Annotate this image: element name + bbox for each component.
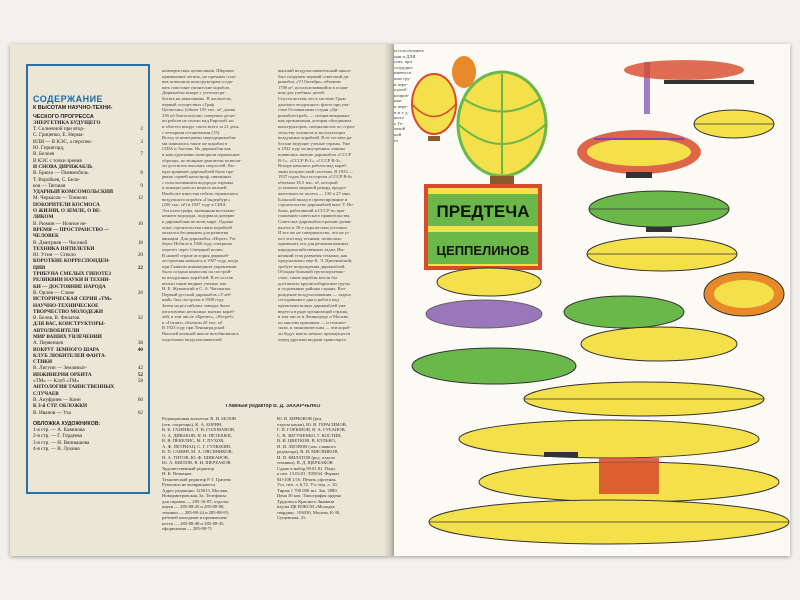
credits-line: Цена 30 коп. Типография ордена [277,493,342,498]
article-line: оказался бесценным для развития [162,230,229,236]
toc-entry-title: КИ — ДОСТОЯНИЕ НАРОДА [33,283,106,290]
toc-entry-title: ЛИКОМ [33,214,54,221]
toc-entry-title: АНТОЛОГИЯ ТАИНСТВЕННЫХ [33,384,115,391]
toc-entry-title: ИНЖИНЕРИЯ ОРБИТА [33,371,92,378]
toc-entry-page: 16 [137,220,143,227]
toc-entry-title: В. Рюмин — Ночное не- [33,220,88,227]
toc-entry-title: 1-я стр. — А. Кавинова [33,427,85,434]
article-line: Дирижабли вскоре с успехом ра- [162,90,226,96]
airship-with-hangar [479,458,779,502]
credits-line: В. К. ГАЗЕНКО, Л. Н. ГОЛОВАНОВ, [162,427,236,432]
toc-entry-title: О ЖИЗНИ, О ЗЕМЛЕ, О ВЕ- [33,208,102,215]
toc-entry-page: 40 [137,346,143,353]
credits-line: В. В. ПЕКЕЛИС, М. Г. ПУХОВ, [162,438,225,443]
article-line: Эта катастрофа, вызванная воспламе- [162,207,236,213]
article-line: стии Осоавиахима создан «Ди- [278,107,339,113]
credits-line: О. А. ДИВАКОВ, Н. Н. ПЕТЕШЕВ, [162,432,233,438]
credits-line: Трудового Красного Знамени [277,498,335,504]
right-text-line: ные [394,98,402,104]
credits-line: рабочей молодежи и промышлен- [162,515,228,520]
toc-entry-title: УДАРНЫЙ КОМСОМОЛЬСКИЙ [33,189,113,196]
credits-line: ности — 285-88-48 и 285-88-45; [162,520,225,526]
magazine-spread [10,44,790,556]
toc-entry-title: НАУЧНО-ТЕХНИЧЕСКОЕ [33,302,99,309]
article-line: 1937 годах был построен «СССР В-6» [278,174,353,180]
toc-entry-title: АВТОЛЮБИТЕЛИ [33,327,80,334]
article-line: высший воздухоплавательный школе [278,68,351,73]
credits-line: Адрес редакции: 125015, Москва, [162,487,229,493]
article-line: рождение воздухоплавания — задача [278,291,351,297]
article-line: опыт строительства таких кораблей [162,224,232,230]
toc-entry-title: К 3-й СТР. ОБЛОЖКИ [33,403,88,410]
toc-header-line: ЧЕСКОГО ПРОГРЕССА [33,113,94,120]
left-page [10,44,394,556]
right-text-line: и и т. д. [394,109,409,115]
article-line: Вслед за немецкими сверхдирижабля- [162,135,237,141]
toc-entry-page: 7 [140,151,143,158]
toc-entry-title: КЛУБ ЛЮБИТЕЛЕЙ ФАНТА- [33,352,107,359]
article-line: ботать на авиалиниях. В частности, [162,95,232,101]
article-line: вов позволило конструкторам созда- [162,79,234,85]
article-line: коммерческих цеппелинов. Широкое [162,68,235,73]
toc-entry-page: 52 [137,371,143,378]
credits-line: науки — 285-88-45 и 285-88-80; [162,504,225,509]
article-line: В-1», «СССР В-2», «СССР В-3». [278,157,342,163]
toc-entry-title: ПОКОРИТЕЛИ КОСМОСА [33,201,100,208]
right-page [394,44,790,556]
article-line: ли будут иметь немало преимуществ [278,330,351,336]
toc-entry [33,410,143,416]
airship-tower [624,60,754,114]
article-line: был сооружен первый советский ди- [278,73,350,79]
toc-entry-title: ТЕХНИКА ПЯТИЛЕТКИ [33,245,95,252]
credits-line: Н. К. Вечканов [162,471,192,476]
right-text-line: стях, при [394,59,412,65]
toc-entry-title: В. Дмитриев — Часовой [33,239,88,246]
toc-entry-title: М. Черкасов — Тоннели [33,195,87,202]
article-line: в том числе в Ленинграде и Москве, [278,314,349,320]
toc-entry-title: ков — Тяговая [33,182,66,189]
article-line: по многим причинам — и техниче- [278,319,347,325]
toc-entry-page: 60 [137,396,143,403]
article-line: В нашей стране история дирижаб- [162,252,230,258]
right-text-line: а необ- [394,87,408,93]
credits-column-1 [162,416,267,532]
toc-entry-page: 8 [140,170,143,177]
credits-line: В. И. ЦВЕТКОВ, В. КУЛЬКО, [277,438,336,443]
credits-line: оформления — 285-88-71 [162,526,213,531]
airship-right-top [694,110,774,138]
credits-line: техники), В. Д. ЩЕРБАКОВ [277,460,333,465]
article-line: при Главном инженерном управлении [162,263,237,269]
toc-entry-title: СЛУЧАЕВ [33,390,59,397]
article-line: били, работавший в СССР по при- [278,207,346,213]
article-line: и облетел вокруг света всего за 21 день [162,123,239,129]
toc-entry-page: 32 [137,315,143,322]
credits-line: отдела науки), Ю. В. ГЕРАСИМОВ, [277,421,348,427]
toc-entry-title: ВОКРУГ ЗЕМНОГО ШАРА [33,346,100,353]
article-line: с использованием водорода: взрывы [162,179,233,185]
toc-entry-title: И СНОВА ДИРИЖАБЛЬ [33,163,93,170]
toc-entry-page: 38 [137,340,143,347]
credits-line: техники — 285-88-24 и 285-88-95; [162,509,230,515]
article-line: и «Гигант» объемом 20 тыс. м³. [162,319,224,325]
article-line: сегодняшнего дня и работа над [278,297,339,303]
credits-line: Рукописи не возвращаются [162,482,216,487]
table-of-contents [26,64,150,494]
credits-line: Технический редактор Р. Г. Грачева [162,476,231,482]
credits-line: Тираж 1 700 000 экз. Зак. 2080. [277,487,338,493]
article-line: перелет через Северный полюс. [162,247,225,252]
toc-entry-page: 42 [137,365,143,372]
title-line-2: ЦЕППЕЛИНОВ [436,243,530,258]
credits-line: Сущевская, 21. [277,515,307,520]
article-line: и пожары унесли немало жизней. [162,185,228,191]
article-line: рижаблестрой» — специализирован- [278,112,351,118]
toc-entry-title: ЦИИ [33,264,46,271]
article-line: ки рейсов не только над Европой, но [162,118,234,124]
credits-line: для справок — 285-16-87; отделы: [162,498,230,504]
article-line: Высшей военной школе возобновилась [162,330,239,336]
article-line: стью, такие корабли могли бы [278,274,337,280]
toc-entry-page: 58 [137,378,143,385]
toc-entry-title: В. Белов, В. Филатов [33,315,80,322]
toc-entry-page: 62 [137,409,143,416]
credits-line: И. И. ЛЕОНОВ (зам. главного [277,443,336,449]
article-line: в 1932 году на внутренних линиях [278,146,346,152]
article-line: нешний этап развития техники, как [278,252,348,258]
credits-line: Художественный редактор [162,465,214,471]
toc-entry-title: МИР ВАШИХ УВЛЕЧЕНИЙ [33,333,102,340]
airship-green-mid [589,191,729,232]
credits-line: Ю. В. БИРЮКОВ (ред. [277,416,323,421]
toc-entry-page: 3 [140,138,143,145]
toc-title: СОДЕРЖАНИЕ [33,94,104,104]
toc-entry-title: «ТМ» — Клуб «ТМ» [33,378,80,385]
article-line: авиации. Для дирижабля «Норге» Ум- [162,235,237,241]
toc-entry-title: ЭНЕРГЕТИКА БУДУЩЕГО [33,119,101,126]
article-line: лестроения началась в 1907 году, когда [162,258,239,264]
toc-entry-page: 2 [140,126,143,133]
right-text-line: от [394,137,399,143]
toc-entry [33,446,143,452]
toc-entry-page: 18 [137,239,143,246]
article-line: строительство дирижаблей внес У. Но- [278,202,355,208]
article-line: ке воздушных кораблей. В ее состав [162,274,233,280]
right-text-line: лекой [394,126,406,132]
article-line: США и Англии. Их дирижабли как [162,146,231,152]
toc-entry-title: ВРЕМЯ — ПРОСТРАНСТВО — [33,226,110,233]
toc-entry-title: В. Лигуин — Земляныт- [33,365,87,372]
article-line: жительности полета — 130 ч 27 мин. [278,191,351,197]
toc-entry-title: 2-я стр. — Г. Гордеева [33,433,82,440]
article-line: образцы, но мощные двигатели позволя- [162,157,242,163]
credits-line: Редакционная коллегия: В. И. БЕЛОВ [162,416,237,421]
article-line: объемом 18,5 тыс. м³, который [278,179,338,185]
toc-entry-title: Ю. Гиршгорд, [33,145,65,152]
article-line: воздушных кораблей. В ее составе ра- [278,135,353,141]
article-line: проектами новых дирижаблей уже [278,302,346,308]
article-line: В 1923 году при Ленинградской [162,325,225,331]
credits-line: Усл. печ. л. 6,72. Уч.-изд. л. 10. [277,482,338,487]
article-column-middle [162,68,270,400]
article-line: установил мировой рекорд продол- [278,185,347,191]
covers-title: ОБЛОЖКА ХУДОЖНИКОВ: [33,420,101,427]
article-line: ном для учебных целей. [278,90,326,96]
toc-entry-title: Ю. Утин — Стекло [33,252,76,259]
credits-line: Г. П. ГОРЮНОВ, В. А. ГУБАНОВ, [277,427,346,432]
article-line: глашению советского правительства. [278,213,351,219]
article-line: 236 м) благополучно совершил десят- [162,112,237,118]
toc-entry-title: Т. Воробьев, С. Бели- [33,176,81,183]
toc-entry-title: В. Брюхо — Пневмобиль [33,170,89,177]
toc-entry-page: 20 [137,252,143,259]
article-line: лями полужесткой системы. В 1933 — [278,168,354,174]
article-line: пел этот вид техники, позволяло [278,235,342,241]
airship-yellow-long-2 [459,420,759,458]
article-line: была создана комиссия по построй- [162,269,232,275]
toc-entry-title: 4-я стр. — В. Лукина [33,446,80,453]
toc-entry-title: С. Гриценко, Е. Нерма- [33,132,84,139]
article-line: Вскоре начались работы над кораб- [278,163,348,169]
article-line: с четырьмя остановками (15). [162,129,221,135]
article-line: берто Нобиле в 1926 году совершил [162,241,233,247]
airship-green-center [564,296,684,328]
toc-entry-title: ТРИБУНА СМЕЛЫХ ГИПОТЕЗ [33,271,111,278]
right-text-line: шого [394,115,404,121]
chief-editor: Главный редактор В. Д. ЗАХАРЧЕНКО [225,404,321,409]
toc-entry-title: ТВОРЧЕСТВО МОЛОДЕЖИ [33,308,103,315]
toc-entry-title: ИСТОРИЧЕСКАЯ СЕРИЯ «ТМ» [33,296,112,303]
airship-yellow-center [581,327,737,361]
article-line: конструкторов, специалистов по строи- [278,123,356,129]
article-line: Первый русский дирижабль «Учеб- [162,291,232,297]
article-line: появились мягкие дирижабли «СССР [278,151,352,157]
article-line: валось в 30-е годы весьма успешно. [278,224,349,230]
article-line: изготовлено несколько мягких кораб- [162,308,236,314]
toc-covers [33,427,143,452]
right-text-line: ы использовать [394,48,425,53]
airship-yellow-long-1 [524,382,764,416]
credits-line: (отв. секретарь), К. А. БОРИН, [162,421,223,427]
right-page-text [394,48,514,378]
article-line: ботали ведущие ученые страны. Уже [278,140,351,146]
article-line: (200 тыс. м³) в 1937 году в США. [162,202,227,208]
article-line: воздушного корабля «Гинденбург» [162,196,231,202]
article-line: вать поистине гигантские корабли. [162,84,231,90]
credits-line: 84×108 1/16. Печать офсетная. [277,476,337,482]
credits-line: А. Ф. ПЕТРИАЦ, С. Г. ГУЛЮКИН, [162,443,232,449]
toc-entry-title: КОРОТКИЕ КОРРЕСПОНДЕН- [33,258,110,265]
article-line: Советское дирижаблестроение разви- [278,219,352,225]
toc-entry-title: А. Первенцев [33,340,64,347]
credits-line: Ю. А. ШИЛОВ, В. И. ШЕРБАКОВ [162,460,231,465]
credits-line: к печ. 13.03.81. Т05034. Формат [277,471,340,476]
toc-entry-title: В. Орлов — Слово [33,289,75,296]
right-text-line: ции и ДЛЯ [394,53,416,59]
toc-entry-title: СТИКИ [33,359,53,366]
toc-entry-title: ИЛИ — В КЭС, а перспек- [33,138,93,145]
article-line: рвано серией катастроф, связанных [162,174,232,180]
toc-entry-page: 26 [137,289,143,296]
toc-entry-page: 9 [140,182,143,189]
credits-line: Н. А. ТИТОВ, Ю. Ф. ШИКАНОВ, [162,454,229,460]
airship-yellow-mid [587,237,737,271]
article-line: подготовка воздухоплавателей. [162,336,223,342]
right-text-line: имеются [394,70,411,76]
credits-column-2 [277,416,382,521]
article-line: ный» был построен в 1908 году. [162,297,225,303]
toc-entry-page: 22 [137,264,143,271]
credits-line: С. В. ЗИГУНЕНКО, Г. КОСТИН, [277,432,342,438]
airship-orange-right [704,272,784,316]
credits-line: И. П. ФИЛАТОВ (ред. отдела [277,454,335,460]
article-line: Цеппелин» (объем 105 тыс. м³, длина [162,107,236,113]
article-line: к дирижаблям во всем мире. Однако [162,219,234,225]
credits-line: редактора), В. И. МЯСНИКОВ, [277,449,339,454]
article-line: применение легких, но прочных спла- [162,73,237,79]
right-text-line: нтиров- [394,92,410,98]
article-line: предсказывал еще К. Э. Циолковский, [278,258,353,264]
toc-entry-title: Т. Солнечной при втор- [33,126,85,133]
toc-rows [33,120,143,416]
toc-entry-title: В КЭС с точки зрения [33,157,82,164]
toc-entry-title: 3-я стр. — Н. Вячнышева [33,439,90,446]
article-line: Затем на российских заводах было [162,302,230,308]
credits-line: Новодмитровская, 5а. Телефоны: [162,493,227,498]
toc-entry-title: ЧЕЛОВЕК [33,233,59,240]
article-line: данского воздушного флота при уча- [278,101,350,107]
right-text-line: о Ге- [394,120,404,126]
article-line: первый осуществил «Граф [162,101,215,107]
article-line: применять его для решения важных [278,241,349,247]
article-line: перед другими видами транспорта. [278,336,347,342]
toc-entry-title: В. Иванов — Ухо [33,409,72,416]
toc-entry-page: 12 [137,195,143,202]
right-text-line: и пере- [394,103,408,109]
article-line: в отдаленные районы страны. Воз- [278,286,347,292]
article-line: Н. Е. Жуковский и С. А. Чаплыгин. [162,286,232,292]
toc-entry-title: В. Ануфриев — Конн [33,396,81,403]
article-line: доставлять крупногабаритные грузы [278,280,350,286]
article-line: И все же не совершенство, что не ус- [278,230,351,236]
article-line: тельству эллингов и эксплуатации [278,129,345,135]
article-line: 1700 м³, использовавшийся в основ- [278,84,349,90]
article-line: ми появились такие же корабли в [162,140,228,146]
article-line: Обладая большой грузоподъемно- [278,269,345,275]
article-column-right [278,68,386,400]
article-line: рижабль «VI Октябрь» объемом [278,79,341,85]
right-text-line: сотрудни- [394,64,414,70]
right-text-line: шие гру- [394,75,412,81]
airship-bottom-large [429,500,789,544]
article-line: Спустя восемь лет в системе Граж- [278,95,347,101]
credits-line: В. П. САВИН, М. А. ОВСЯНИКОВ, [162,449,233,454]
credits-line: гвардия». 103030, Москва, К-30, [277,509,341,515]
article-line: лей, в том числе «Кречет», «Ястреб» [162,314,234,320]
toc-header-line: К ВЫСОТАМ НАУЧНО-ТЕХНИ- [33,105,113,112]
right-text-line: и пере- [394,81,408,87]
toc-entry-title: РЕЛИКВИИ НАУКИ И ТЕХНИ- [33,277,111,284]
article-line: и конструктивно повторили германские [162,151,240,157]
toc-entry-title: В. Белоев [33,151,55,158]
article-line: нением водорода, подорвала доверие [162,213,235,219]
article-line: народнохозяйственных задач. Ны- [278,247,346,252]
article-line: пространение дирижаблей было пре- [162,168,235,174]
editorial-credits [162,404,384,544]
airship-ornate [577,130,701,178]
article-line: вошли такие видные ученые, как [162,280,227,286]
article-line: Большой вклад в проектирование и [278,196,348,202]
article-line: ским, и экономическим — эти кораб- [278,325,351,331]
title-line-1: ПРЕДТЕЧА [436,202,530,221]
credits-line: изд-ва ЦК ВЛКСМ «Молодая [277,504,335,509]
article-line: требует возрождения дирижаблей. [278,263,346,269]
credits-line: Сдано в набор 09.01.81. Подп. [277,465,337,471]
right-text-line: ной [394,131,402,137]
article-line: Наиболее известна гибель германского [162,191,239,197]
article-line: ведется в ряде организаций страны, [278,308,349,314]
toc-entry-title: ДЛЯ ВАС, КОНСТРУКТОРЫ- [33,321,106,328]
article-line: ная организация, которая объединила [278,118,352,124]
article-line: ли достигать высоких скоростей. Рас- [162,163,236,169]
